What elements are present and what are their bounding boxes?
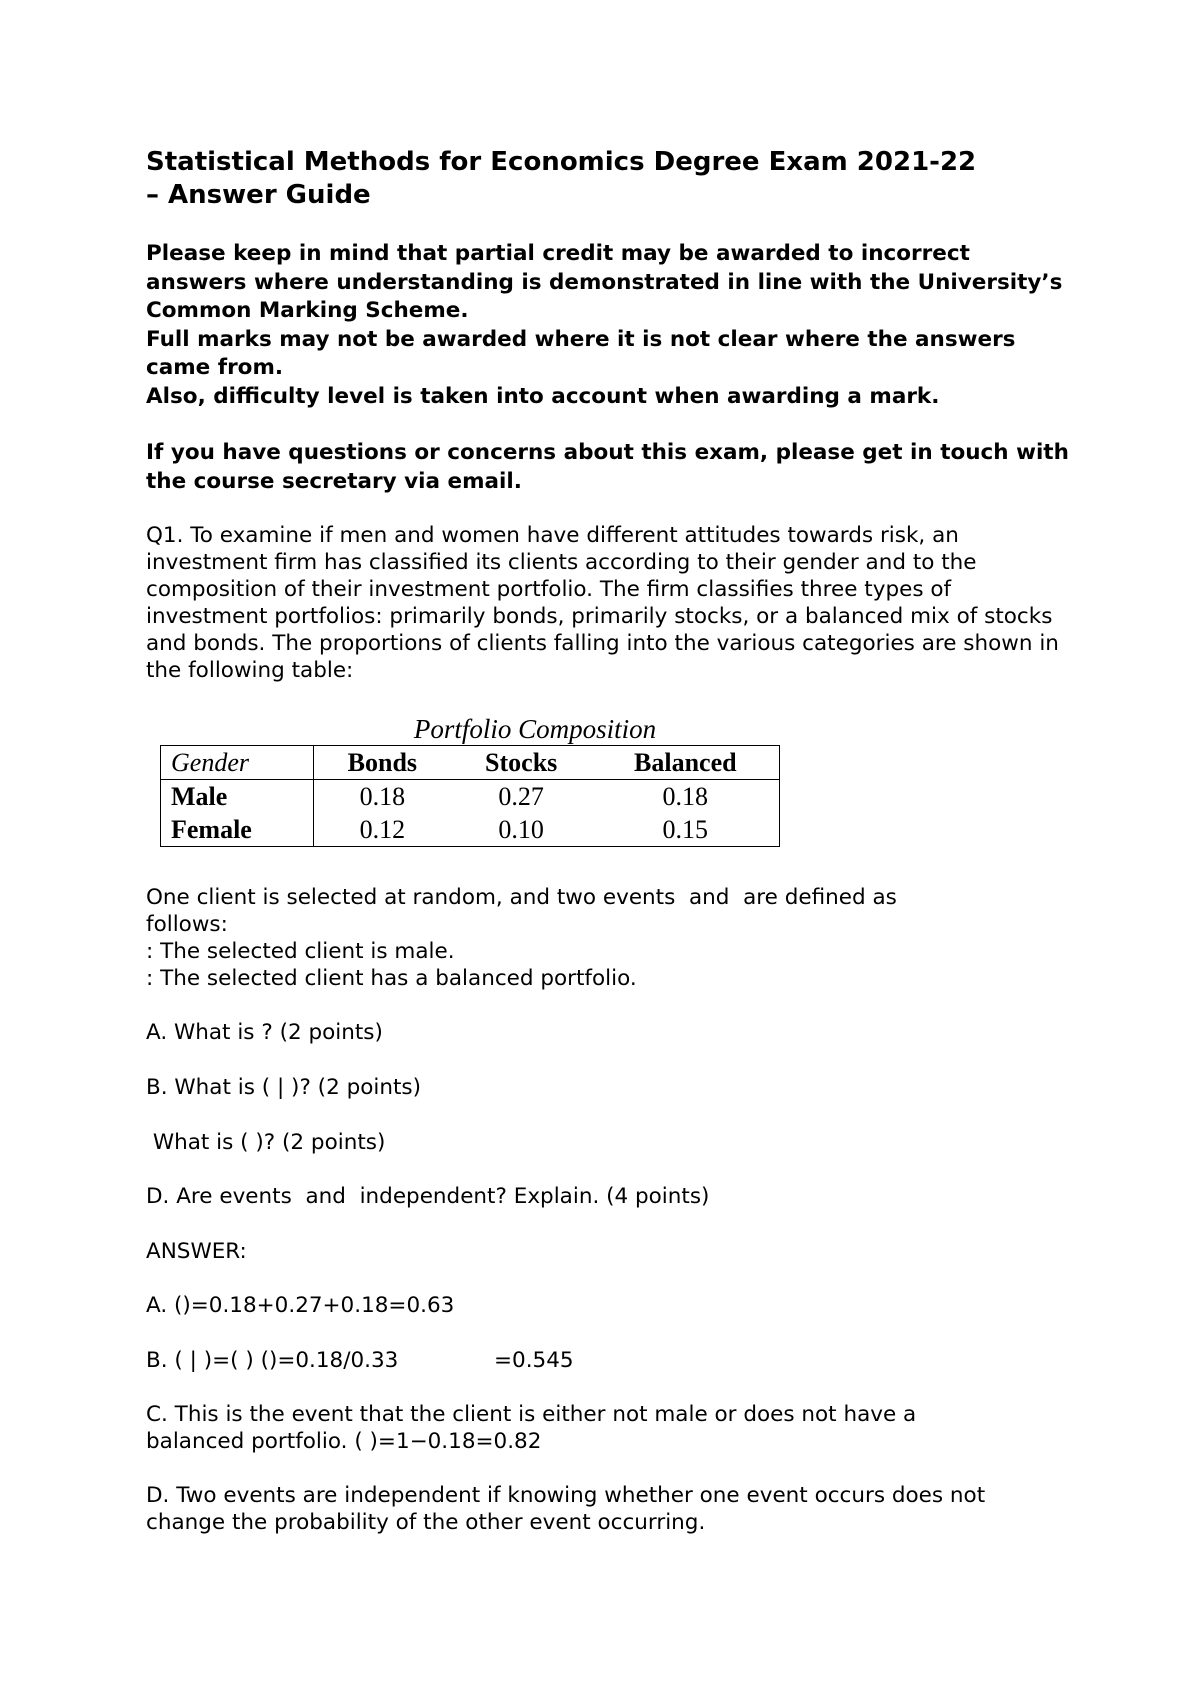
column-header-bonds: Bonds	[314, 746, 451, 780]
portfolio-table-block	[160, 713, 780, 847]
event-a-definition: : The selected client is male.	[146, 939, 455, 964]
question-1-text: Q1. To examine if men and women have different attitudes towards risk, an investment firm has classified its clients according to their gender and to the composition of their investment portfolio. The firm classifies three types of investment portfolios: primarily bonds, primarily stocks, or a balanced mix of stocks and bonds. The proportions of clients falling into the various categories are shown in the following table:	[146, 523, 1059, 683]
answer-c	[146, 1401, 1076, 1455]
table-cell: 0.12	[359, 815, 406, 844]
events-line-2: follows:	[146, 912, 228, 937]
answer-c-line-2: balanced portfolio. ( )=1−0.18=0.82	[146, 1429, 542, 1454]
table-caption: Portfolio Composition	[413, 714, 657, 744]
table-cell: 0.15	[662, 815, 709, 844]
intro-notes	[146, 240, 1076, 496]
question-c: What is ( )? (2 points)	[146, 1130, 386, 1155]
question-d: D. Are events and independent? Explain. (4 points)	[146, 1184, 710, 1209]
portfolio-table	[160, 745, 780, 847]
answer-b: B. ( | )=( ) ()=0.18/0.33 =0.545	[146, 1348, 574, 1373]
table-cell: 0.18	[662, 782, 709, 811]
answer-d-line-2: change the probability of the other event occurring.	[146, 1510, 706, 1535]
table-cell: 0.18	[359, 782, 406, 811]
document-title	[146, 146, 1076, 212]
table-cell: 0.10	[498, 815, 544, 844]
table-cell: 0.27	[498, 782, 544, 811]
answer-d-line-1: D. Two events are independent if knowing whether one event occurs does not	[146, 1483, 986, 1508]
answer-d	[146, 1482, 1076, 1536]
answer-c-line-1: C. This is the event that the client is either not male or does not have a	[146, 1402, 917, 1427]
table-header-row	[161, 746, 780, 780]
title-line-2: – Answer Guide	[146, 180, 371, 210]
gender-header: Gender	[161, 746, 314, 780]
question-a: A. What is ? (2 points)	[146, 1020, 383, 1045]
title-line-1: Statistical Methods for Economics Degree Exam 2021-22	[146, 147, 977, 177]
intro-contact: If you have questions or concerns about this exam, please get in touch with the course secretary via email.	[146, 440, 1069, 494]
answer-a: A. ()=0.18+0.27+0.18=0.63	[146, 1293, 455, 1318]
intro-full-marks: Full marks may not be awarded where it is not clear where the answers came from.	[146, 326, 1016, 380]
intro-partial-credit: Please keep in mind that partial credit may be awarded to incorrect answers where understanding is demonstrated in line with the University’s Common Marking Scheme.	[146, 241, 1063, 323]
table-row	[161, 813, 780, 847]
answer-heading: ANSWER:	[146, 1239, 247, 1264]
event-b-definition: : The selected client has a balanced portfolio.	[146, 966, 637, 991]
row-label-female: Female	[161, 813, 314, 847]
events-definition	[146, 884, 1076, 992]
intro-difficulty: Also, difficulty level is taken into account when awarding a mark.	[146, 383, 940, 409]
table-row	[161, 780, 780, 814]
question-b: B. What is ( | )? (2 points)	[146, 1075, 422, 1100]
events-line-1: One client is selected at random, and two events and are defined as	[146, 885, 897, 910]
column-header-stocks: Stocks	[451, 746, 592, 780]
row-label-male: Male	[161, 780, 314, 814]
column-header-balanced: Balanced	[592, 746, 780, 780]
